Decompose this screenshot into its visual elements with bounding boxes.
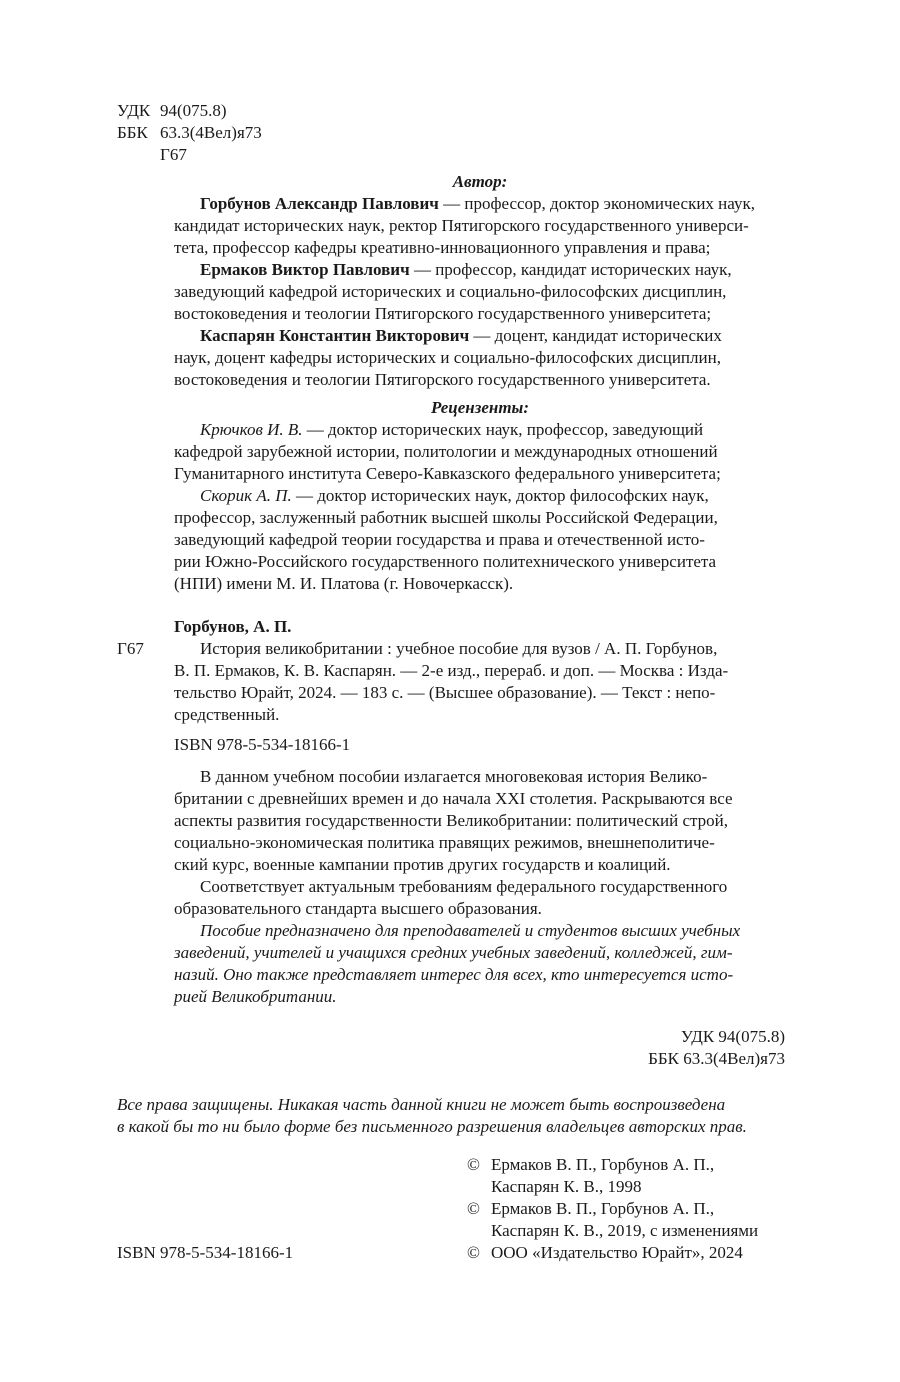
copyright-1-line-1: Ермаков В. П., Горбунов А. П., [491,1155,715,1174]
catalog-line-4: средственный. [174,705,280,724]
udk-value: 94(075.8) [160,101,227,120]
copyright-2-line-2: Каспарян К. В., 2019, с изменениями [491,1221,759,1240]
bottom-bbk: ББК 63.3(4Вел)я73 [648,1049,785,1068]
author-1-line-3: тета, профессор кафедры креативно-инновационного управления и права; [174,238,711,257]
author-3-line-1: Каспарян Константин Викторович — доцент, кандидат исторических [200,326,722,345]
reviewer-1-line-3: Гуманитарного института Северо-Кавказского федерального университета; [174,464,721,483]
copyright-3-line-1: ООО «Издательство Юрайт», 2024 [491,1243,743,1262]
author-3-line-2: наук, доцент кафедры исторических и социально-философских дисциплин, [174,348,721,367]
catalog-line-1: История великобритании : учебное пособие для вузов / А. П. Горбунов, [200,639,718,658]
reviewer-2-line-5: (НПИ) имени М. И. Платова (г. Новочеркасск). [174,574,514,593]
annotation-p1-line-3: аспекты развития государственности Великобритании: политический строй, [174,811,728,830]
author-2-line-2: заведующий кафедрой исторических и социально-философских дисциплин, [174,282,727,301]
annotation-p3-line-2: заведений, учителей и учащихся средних учебных заведений, колледжей, гим- [174,943,733,962]
reviewer-2-line-3: заведующий кафедрой теории государства и права и отечественной исто- [174,530,705,549]
copyright-2-line-1: Ермаков В. П., Горбунов А. П., [491,1199,715,1218]
reviewer-1-line-1: Крючков И. В. — доктор исторических наук, профессор, заведующий [200,420,704,439]
reviewer-1-line-2: кафедрой зарубежной истории, политологии и международных отношений [174,442,718,461]
annotation-p1-line-2: британии с древнейших времен и до начала XXI столетия. Раскрываются все [174,789,733,808]
authors-heading: Автор: [452,172,508,191]
footer-isbn: ISBN 978-5-534-18166-1 [117,1243,294,1262]
annotation-p1-line-1: В данном учебном пособии излагается многовековая история Велико- [200,767,708,786]
bottom-udk: УДК 94(075.8) [680,1027,785,1046]
rights-line-2: в какой бы то ни было форме без письменного разрешения владельцев авторских прав. [117,1117,747,1136]
copyright-1-symbol: © [467,1155,480,1174]
bbk-value: 63.3(4Вел)я73 [160,123,262,142]
rights-line-1: Все права защищены. Никакая часть данной книги не может быть воспроизведена [117,1095,726,1114]
copyright-2-symbol: © [467,1199,480,1218]
annotation-p1-line-4: социально-экономическая политика правящих режимов, внешнеполитиче- [174,833,715,852]
annotation-p3-line-1: Пособие предназначено для преподавателей и студентов высших учебных [200,921,741,940]
annotation-p3-line-3: назий. Оно также представляет интерес для всех, кто интересуется исто- [174,965,734,984]
reviewers-heading: Рецензенты: [430,398,530,417]
author-2-line-1: Ермаков Виктор Павлович — профессор, кандидат исторических наук, [200,260,732,279]
author-1-line-1: Горбунов Александр Павлович — профессор, доктор экономических наук, [200,194,755,213]
author-3-line-3: востоковедения и теологии Пятигорского государственного университета. [174,370,711,389]
annotation-p3-line-4: рией Великобритании. [174,987,337,1006]
author-1-name: Горбунов Александр Павлович [200,194,439,213]
author-2-name: Ермаков Виктор Павлович [200,260,410,279]
copyright-3-symbol: © [467,1243,480,1262]
udk-label: УДК [117,101,151,120]
reviewer-2-line-1: Скорик А. П. — доктор исторических наук, доктор философских наук, [200,486,709,505]
reviewer-2-line-2: профессор, заслуженный работник высшей школы Российской Федерации, [174,508,718,527]
catalog-line-2: В. П. Ермаков, К. В. Каспарян. — 2-е изд., перераб. и доп. — Москва : Изда- [174,661,729,680]
author-3-name: Каспарян Константин Викторович [200,326,470,345]
annotation-p2-line-2: образовательного стандарта высшего образования. [174,899,542,918]
annotation-p2-line-1: Соответствует актуальным требованиям федерального государственного [200,877,728,896]
author-mark: Г67 [160,145,187,164]
catalog-line-3: тельство Юрайт, 2024. — 183 с. — (Высшее образование). — Текст : непо- [174,683,716,702]
author-1-line-2: кандидат исторических наук, ректор Пятигорского государственного универси- [174,216,749,235]
annotation-p1-line-5: ский курс, военные кампании против других государств и коалиций. [174,855,671,874]
bbk-label: ББК [117,123,148,142]
reviewer-2-name: Скорик А. П. [200,486,292,505]
reviewer-1-name: Крючков И. В. [200,420,303,439]
copyright-1-line-2: Каспарян К. В., 1998 [491,1177,642,1196]
reviewer-2-line-4: рии Южно-Российского государственного политехнического университета [174,552,717,571]
author-2-line-3: востоковедения и теологии Пятигорского государственного университета; [174,304,712,323]
catalog-isbn: ISBN 978-5-534-18166-1 [174,735,351,754]
catalog-mark: Г67 [117,639,144,658]
catalog-heading: Горбунов, А. П. [174,617,292,636]
